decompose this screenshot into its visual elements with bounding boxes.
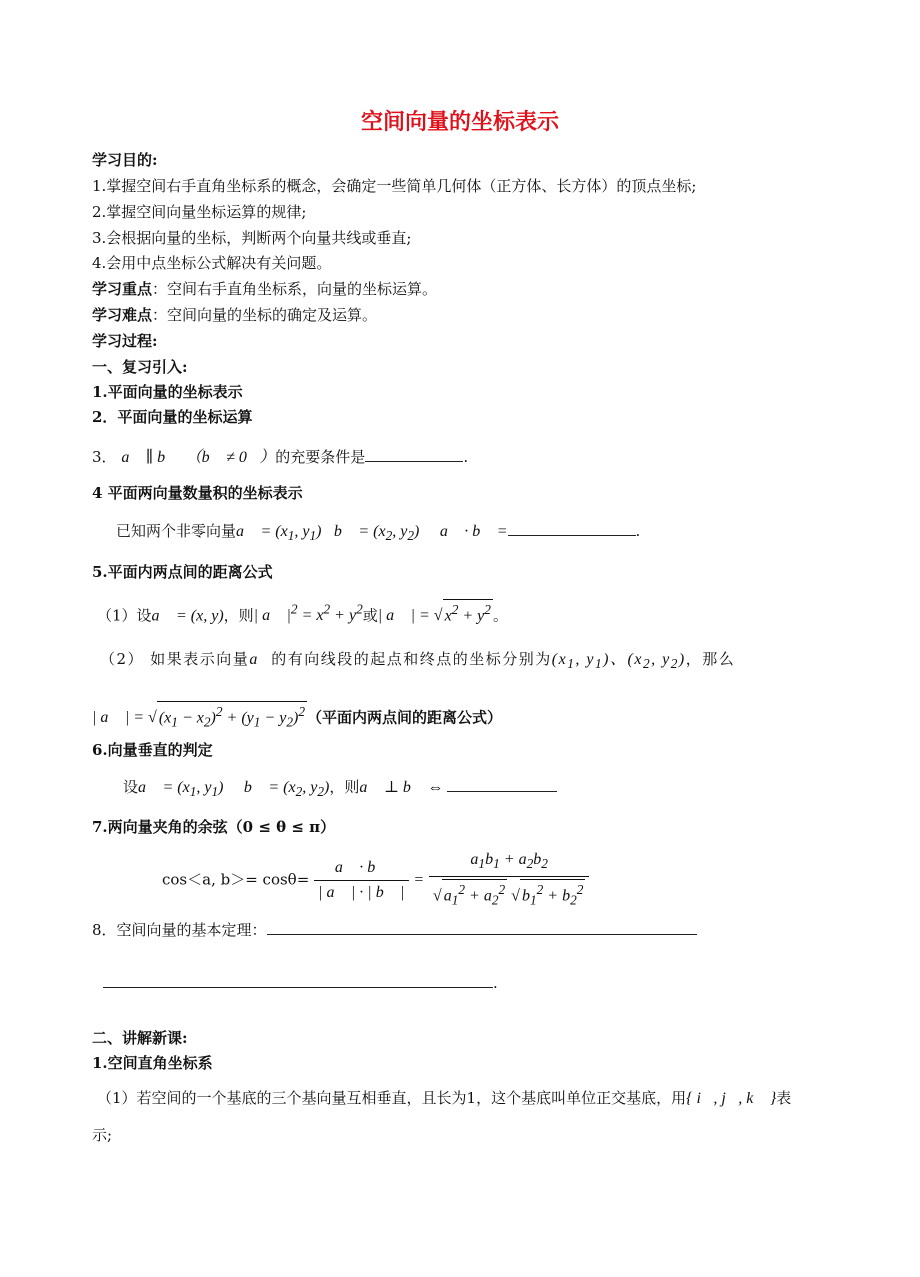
key-point [92,279,437,299]
item5-1-mid: ，则 [223,606,254,625]
vector-a-def: a⃗ = (x, y) [151,607,224,625]
goal-item-2: 2.掌握空间向量坐标运算的规律; [92,203,307,221]
review-item-5: 5.平面内两点间的距离公式 [92,563,273,581]
review-heading: 一、复习引入: [92,358,188,376]
difficulty-text: ：空间向量的坐标的确定及运算。 [152,306,378,324]
goal-item-3: 3.会根据向量的坐标，判断两个向量共线或垂直; [92,229,412,247]
review-item-1: 1.平面向量的坐标表示 [92,383,243,401]
distance-formula: | a⃗ | = √ $(x_1 - x_2)^2 + (y_1 - y_2)^2$ [92,709,307,726]
goal-item-1: 1.掌握空间右手直角坐标系的概念，会确定一些简单几何体（正方体、长方体）的顶点坐标; [92,177,697,195]
review-item-6-text [123,777,557,802]
cosine-label: cos＜a, b＞= cosθ= [162,870,310,889]
perpendicular-formula: a⃗ = ($x_1$, $y_1$)， b⃗ = ($x_2$, $y_2$) [138,779,330,800]
perpendicular-condition: a⃗ ⊥ b⃗ ⇔ [359,779,448,796]
goals-heading: 学习目的: [92,151,158,169]
review-item-8 [92,920,697,940]
item5-1-or: 或 [362,606,378,625]
review-item-6: 6.向量垂直的判定 [92,741,213,759]
difficulty [92,305,377,325]
item5-1-label: （1）设 [97,606,152,625]
new-lesson-item-1: 1.空间直角坐标系 [92,1054,213,1072]
cosine-fraction-2: $\frac{a_1b_1 + a_2b_2}{√ a_1^2 + a_2^2 √ b_1^2 + b_2^2}$ [429,850,590,911]
item8-text: 8．空间向量的基本定理： [92,921,267,939]
vector-a-symbol: a⃗ [249,651,272,668]
item5-2-label: （2） 如果表示向量 [100,650,250,668]
unit-basis-set: { i⃗, j⃗, k⃗ } [686,1090,777,1107]
process-heading: 学习过程: [92,332,158,350]
dot-product-formula: a⃗ = ($x_1$, $y_1$)，b⃗ = ($x_2$, $y_2$)， a⃗ · b⃗ = [236,523,508,544]
item3-number: 3． [92,448,117,466]
answer-blank-3[interactable] [365,447,463,462]
endpoint-coords: ($x_1$, $y_1$)、($x_2$, $y_2$) [551,651,686,672]
goal-item-4: 4.会用中点坐标公式解决有关问题。 [92,254,332,272]
key-point-text: ：空间右手直角坐标系，向量的坐标运算。 [152,280,438,298]
item5-2-mid: 的有向线段的起点和终点的坐标分别为 [271,650,552,668]
cosine-formula: cos＜a, b＞= cosθ= $\frac{a⃗ \cdot b⃗}{| a⃗ | \cdot | b⃗ |}$ = $\frac{a_1b_1 + a_2b_2}{√ a_1^2 + a_2^2 √ b_1^2 + b_2^2}$ [162,850,589,911]
item5-2-end: ，那么 [685,650,736,668]
item3-text: 的充要条件是 [275,448,366,466]
item4-text: 已知两个非零向量 [116,522,237,540]
review-item-4: 4 平面两向量数量积的坐标表示 [92,484,303,502]
difficulty-label: 学习难点 [92,306,153,324]
answer-blank-6[interactable] [447,777,557,792]
item1-1-end: 表 [776,1089,792,1107]
document-title: 空间向量的坐标表示 [360,109,559,135]
new-lesson-item-1-cont: 示; [92,1126,113,1144]
parallel-formula: a⃗ ∥ b⃗ （b⃗ ≠ 0⃗） [121,449,276,466]
answer-blank-8b[interactable] [103,973,493,988]
answer-blank-8a[interactable] [267,920,697,935]
review-item-3: 3． a⃗ ∥ b⃗ （b⃗ ≠ 0⃗）的充要条件是 . [92,448,469,466]
new-lesson-heading: 二、讲解新课: [92,1029,188,1047]
item1-1-text: （1）若空间的一个基底的三个基向量互相垂直，且长为1，这个基底叫单位正交基底，用 [97,1089,687,1107]
answer-blank-4[interactable] [508,521,636,536]
modulus-formula: | a⃗ | = √ $x^2 + y^2$ [378,607,493,624]
review-item-5-2 [100,649,735,674]
review-item-8-cont: . [103,973,498,993]
item6-then: ，则 [329,778,360,796]
distance-formula-line [92,701,502,733]
review-item-4-text: 已知两个非零向量a⃗ = ($x_1$, $y_1$)，b⃗ = ($x_2$, $y_2$)， a⃗ · b⃗ = . [116,522,641,544]
new-lesson-item-1-1 [97,1088,791,1109]
item6-text: 设 [123,778,139,796]
review-item-5-1: （1）设a⃗ = (x, y)，则| a⃗ $|^2 = x^2 + y^2$或| a⃗ | = √ $x^2 + y^2$ 。 [97,599,508,626]
key-point-label: 学习重点 [92,280,153,298]
modulus-square-formula: | a⃗ $|^2 = x^2 + y^2$ [253,602,363,625]
distance-formula-note: （平面内两点间的距离公式） [307,708,503,727]
cosine-fraction-1: $\frac{a⃗ \cdot b⃗}{| a⃗ | \cdot | b⃗ |}$ [314,858,408,903]
review-item-7: 7.两向量夹角的余弦（0 ≤ θ ≤ π） [92,818,336,836]
review-item-2: 2．平面向量的坐标运算 [92,408,253,426]
